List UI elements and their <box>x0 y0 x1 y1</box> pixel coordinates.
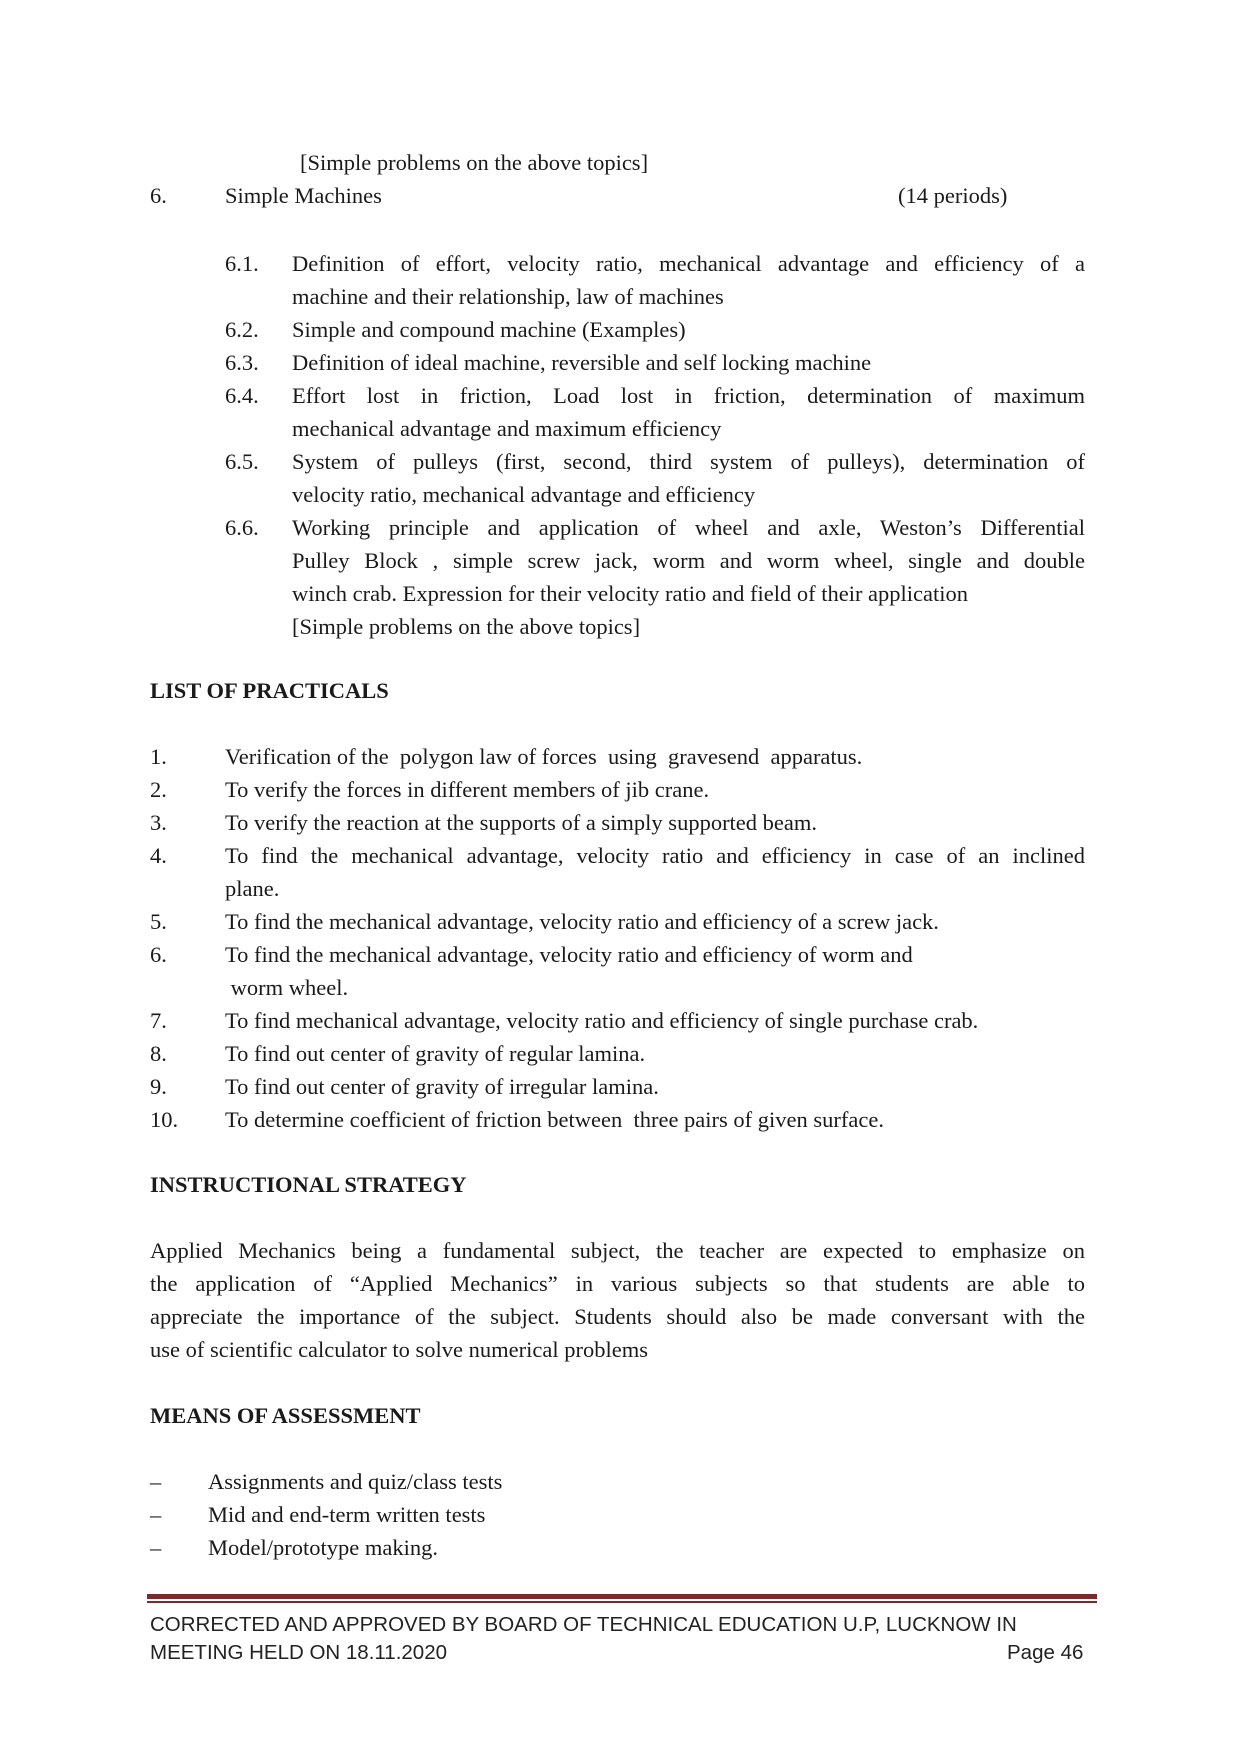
strategy-heading: INSTRUCTIONAL STRATEGY <box>150 1172 467 1197</box>
practical-number: 8. <box>150 1041 167 1066</box>
practical-number: 9. <box>150 1074 167 1099</box>
practical-number: 10. <box>150 1107 179 1132</box>
bullet-dash: – <box>150 1469 162 1494</box>
footer-rule-thin <box>147 1601 1097 1603</box>
footer-rule-thick <box>147 1594 1097 1599</box>
practical-number: 7. <box>150 1008 167 1033</box>
subsection-number: 6.2. <box>225 317 259 342</box>
strategy-paragraph-line: use of scientific calculator to solve numerical problems <box>150 1337 648 1362</box>
strategy-paragraph-line: appreciate the importance of the subject. Students should also be made conversant with the <box>150 1304 1085 1329</box>
practical-text: To find the mechanical advantage, velocity ratio and efficiency of worm and <box>225 942 913 967</box>
subsection-text: mechanical advantage and maximum efficiency <box>292 416 722 441</box>
practical-text: To find the mechanical advantage, velocity ratio and efficiency of a screw jack. <box>225 909 939 934</box>
subsection-number: 6.1. <box>225 251 259 276</box>
strategy-paragraph-line: the application of “Applied Mechanics” in various subjects so that students are able to <box>150 1271 1085 1296</box>
practical-text: To find out center of gravity of irregular lamina. <box>225 1074 659 1099</box>
subsection-text: Working principle and application of wheel and axle, Weston’s Differential <box>292 515 1085 540</box>
practical-text: Verification of the polygon law of forces using gravesend apparatus. <box>225 744 863 769</box>
strategy-paragraph-line: Applied Mechanics being a fundamental subject, the teacher are expected to emphasize on <box>150 1238 1085 1263</box>
subsection-number: 6.5. <box>225 449 259 474</box>
assessment-item: Model/prototype making. <box>208 1535 438 1560</box>
bullet-dash: – <box>150 1535 162 1560</box>
subsection-text: System of pulleys (first, second, third system of pulleys), determination of <box>292 449 1085 474</box>
subsection-text: Definition of effort, velocity ratio, mechanical advantage and efficiency of a <box>292 251 1085 276</box>
practical-number: 5. <box>150 909 167 934</box>
practicals-heading: LIST OF PRACTICALS <box>150 678 389 703</box>
subsection-text: Effort lost in friction, Load lost in friction, determination of maximum <box>292 383 1085 408</box>
subsection-number: 6.3. <box>225 350 259 375</box>
subsection-text: winch crab. Expression for their velocity ratio and field of their application <box>292 581 969 606</box>
assessment-item: Mid and end-term written tests <box>208 1502 486 1527</box>
practical-text: To find the mechanical advantage, velocity ratio and efficiency in case of an inclined <box>225 843 1085 868</box>
practical-text: worm wheel. <box>225 975 349 1000</box>
practical-text: To determine coefficient of friction between three pairs of given surface. <box>225 1107 884 1132</box>
subsection-text: velocity ratio, mechanical advantage and efficiency <box>292 482 756 507</box>
practical-text: To verify the reaction at the supports of a simply supported beam. <box>225 810 818 835</box>
section-title: Simple Machines <box>225 183 382 208</box>
page-number: Page 46 <box>1007 1641 1084 1664</box>
practical-number: 4. <box>150 843 167 868</box>
subsection-text: Definition of ideal machine, reversible and self locking machine <box>292 350 872 375</box>
section-periods: (14 periods) <box>898 183 1008 208</box>
practical-number: 2. <box>150 777 167 802</box>
bullet-dash: – <box>150 1502 162 1527</box>
practical-number: 1. <box>150 744 167 769</box>
practical-text: plane. <box>225 876 280 901</box>
subsection-text: Simple and compound machine (Examples) <box>292 317 686 342</box>
practical-text: To find out center of gravity of regular lamina. <box>225 1041 646 1066</box>
assessment-item: Assignments and quiz/class tests <box>208 1469 503 1494</box>
practical-text: To verify the forces in different members of jib crane. <box>225 777 710 802</box>
subsection-number: 6.6. <box>225 515 259 540</box>
subsection-text: [Simple problems on the above topics] <box>292 614 641 639</box>
practical-number: 6. <box>150 942 167 967</box>
subsection-text: machine and their relationship, law of machines <box>292 284 724 309</box>
subsection-text: Pulley Block , simple screw jack, worm and worm wheel, single and double <box>292 548 1085 573</box>
assessment-heading: MEANS OF ASSESSMENT <box>150 1403 421 1428</box>
practical-number: 3. <box>150 810 167 835</box>
footer-approval-line: MEETING HELD ON 18.11.2020 <box>150 1641 447 1664</box>
footer-approval-line: CORRECTED AND APPROVED BY BOARD OF TECHNICAL EDUCATION U.P, LUCKNOW IN <box>150 1613 1017 1636</box>
top-note: [Simple problems on the above topics] <box>300 150 649 175</box>
section-number: 6. <box>150 183 167 208</box>
subsection-number: 6.4. <box>225 383 259 408</box>
practical-text: To find mechanical advantage, velocity ratio and efficiency of single purchase crab. <box>225 1008 979 1033</box>
